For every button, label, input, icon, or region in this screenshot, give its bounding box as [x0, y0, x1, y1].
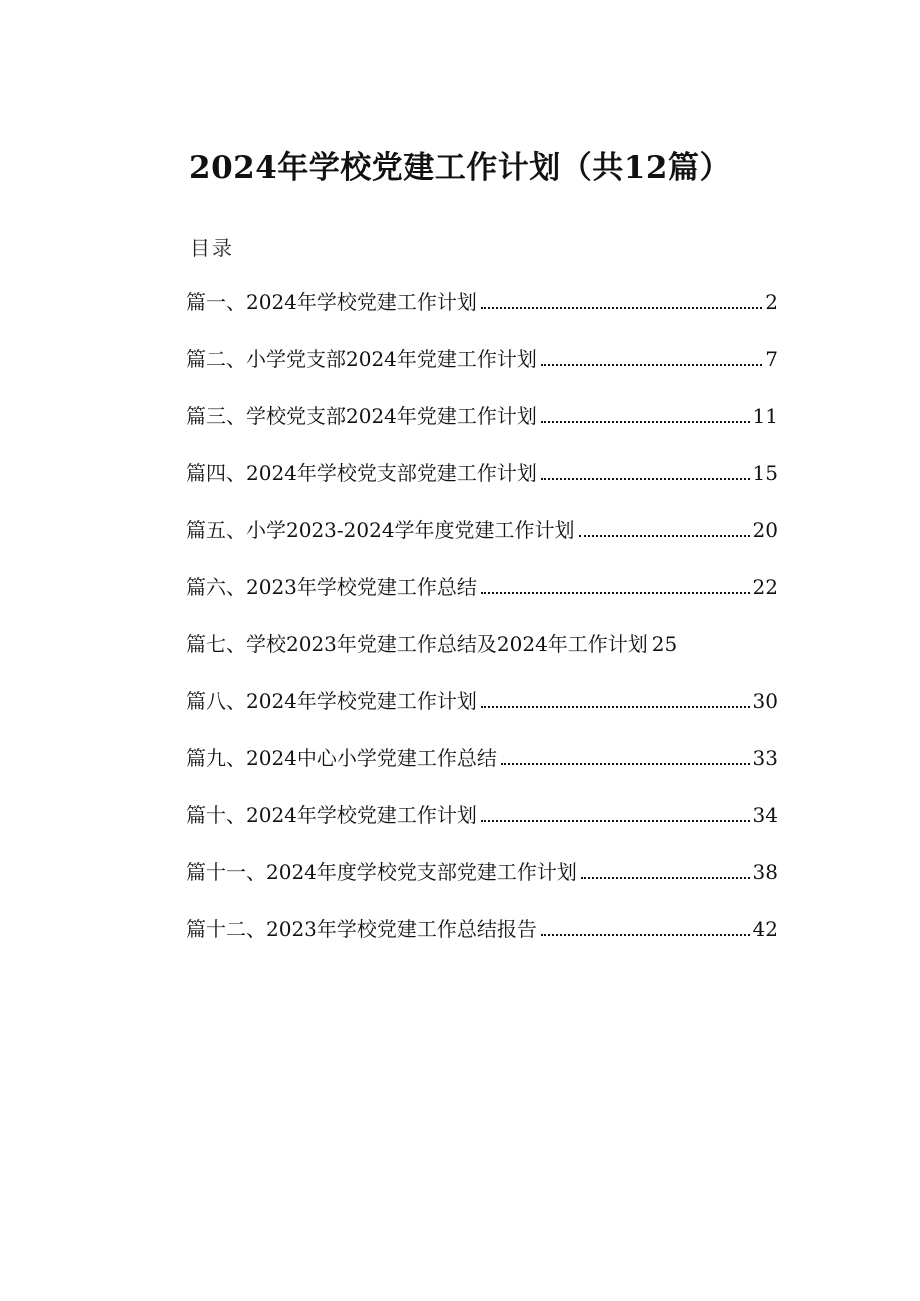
toc-entry-label: 篇一、2024年学校党建工作计划	[186, 290, 477, 314]
toc-entry[interactable]	[186, 456, 778, 513]
toc-entry-label: 篇二、小学党支部2024年党建工作计划	[186, 347, 537, 371]
toc-dot-leader	[501, 762, 750, 765]
toc-page-number: 38	[752, 860, 778, 884]
toc-entry-label: 篇四、2024年学校党支部党建工作计划	[186, 461, 537, 485]
toc-page-number: 42	[752, 917, 778, 941]
toc-dot-leader	[541, 420, 750, 423]
toc-entry[interactable]	[186, 513, 778, 570]
toc-page-number: 20	[752, 518, 778, 542]
toc-dot-leader	[541, 363, 762, 366]
toc-entry[interactable]	[186, 285, 778, 342]
toc-page-number: 25	[651, 632, 678, 656]
toc-dot-leader	[579, 534, 750, 537]
toc-entry[interactable]	[186, 627, 778, 684]
toc-entry-label: 篇十一、2024年度学校党支部党建工作计划	[186, 860, 577, 884]
toc-entry[interactable]	[186, 912, 778, 969]
toc-entry-label: 篇九、2024中心小学党建工作总结	[186, 746, 497, 770]
toc-entry-label: 篇五、小学2023-2024学年度党建工作计划	[186, 518, 575, 542]
toc-heading: 目录	[190, 236, 234, 260]
toc-page-number: 22	[752, 575, 778, 599]
toc-dot-leader	[541, 933, 750, 936]
toc-page-number: 34	[752, 803, 778, 827]
table-of-contents	[186, 285, 778, 969]
toc-dot-leader	[481, 306, 762, 309]
toc-page-number: 15	[752, 461, 778, 485]
toc-page-number: 7	[765, 347, 778, 371]
toc-entry-label: 篇八、2024年学校党建工作计划	[186, 689, 477, 713]
toc-page-number: 2	[765, 290, 778, 314]
toc-entry[interactable]	[186, 570, 778, 627]
toc-page-number: 11	[752, 404, 778, 428]
toc-entry-label: 篇十、2024年学校党建工作计划	[186, 803, 477, 827]
toc-dot-leader	[481, 705, 750, 708]
document-title: 2024年学校党建工作计划（共12篇）	[189, 150, 731, 186]
toc-entry-label: 篇七、学校2023年党建工作总结及2024年工作计划	[186, 632, 648, 656]
toc-entry-label: 篇三、学校党支部2024年党建工作计划	[186, 404, 537, 428]
toc-page-number: 33	[752, 746, 778, 770]
toc-dot-leader	[481, 591, 750, 594]
toc-dot-leader	[481, 819, 750, 822]
toc-entry[interactable]	[186, 798, 778, 855]
toc-dot-leader	[541, 477, 750, 480]
toc-dot-leader	[581, 876, 750, 879]
toc-entry[interactable]	[186, 741, 778, 798]
toc-entry[interactable]	[186, 342, 778, 399]
toc-page-number: 30	[752, 689, 778, 713]
toc-entry[interactable]	[186, 684, 778, 741]
toc-entry-label: 篇十二、2023年学校党建工作总结报告	[186, 917, 537, 941]
toc-entry[interactable]	[186, 399, 778, 456]
toc-entry-label: 篇六、2023年学校党建工作总结	[186, 575, 477, 599]
toc-entry[interactable]	[186, 855, 778, 912]
